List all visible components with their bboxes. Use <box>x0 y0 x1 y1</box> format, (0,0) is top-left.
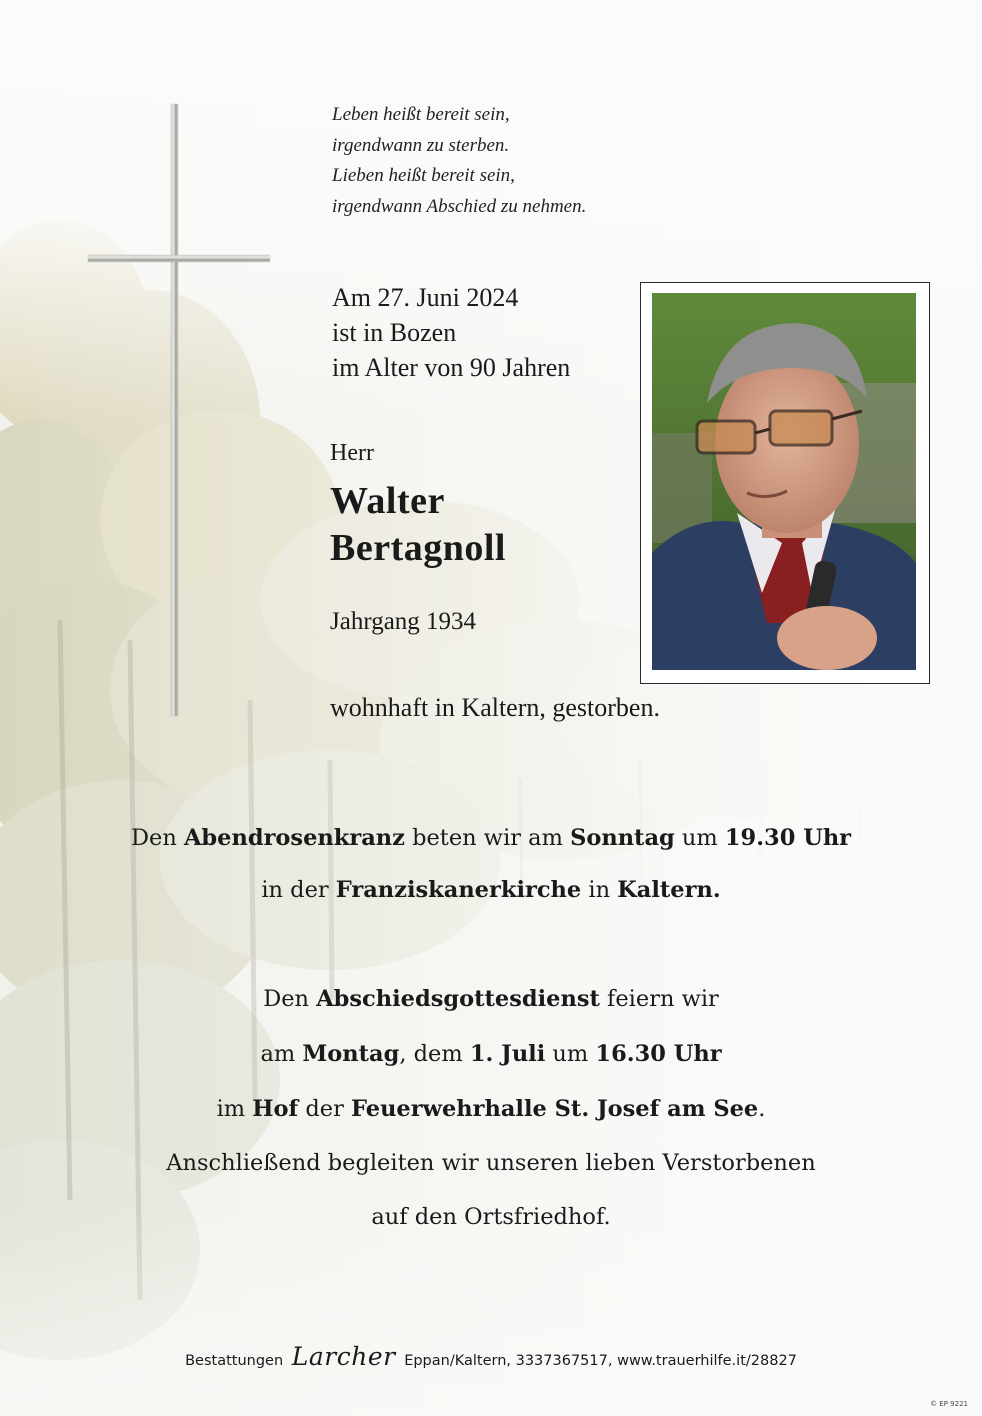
text: Den <box>130 825 184 851</box>
funeral-yard: Hof <box>252 1096 299 1122</box>
text: um <box>674 825 725 851</box>
rosary-church: Franziskanerkirche <box>335 877 582 903</box>
print-code: © EP 9221 <box>930 1400 968 1408</box>
text: im <box>216 1096 253 1122</box>
rosary-day: Sonntag <box>570 825 675 851</box>
rosary-town: Kaltern. <box>617 877 721 903</box>
rosary-term: Abendrosenkranz <box>183 825 405 851</box>
text: . <box>758 1096 766 1122</box>
text: Den <box>263 986 317 1012</box>
portrait-photo <box>652 293 916 670</box>
text: in der <box>261 877 336 903</box>
funeral-home-footer <box>0 1342 982 1371</box>
funeral-line-3 <box>0 1096 982 1122</box>
funeral-line-5: auf den Ortsfriedhof. <box>371 1204 611 1230</box>
text: in <box>581 877 618 903</box>
text: feiern wir <box>599 986 719 1012</box>
text: , dem <box>399 1041 470 1067</box>
death-date-line: Am 27. Juni 2024 <box>332 283 519 312</box>
death-notice-intro <box>332 280 570 385</box>
poem-line: irgendwann zu sterben. <box>332 134 510 156</box>
last-name: Bertagnoll <box>330 527 506 569</box>
death-place-line: ist in Bozen <box>332 318 457 347</box>
funeral-line-4: Anschließend begleiten wir unseren lieben Verstorbenen <box>166 1150 816 1176</box>
cross-vertical-beam <box>171 104 178 716</box>
first-name: Walter <box>330 480 445 522</box>
funeral-line-1 <box>0 986 982 1012</box>
footer-details: Eppan/Kaltern, 3337367517, www.trauerhilfe.it/28827 <box>404 1353 797 1369</box>
funeral-announcement <box>0 986 982 1246</box>
deceased-name <box>330 478 506 572</box>
funeral-line-2 <box>0 1041 982 1067</box>
residence-line: wohnhaft in Kaltern, gestorben. <box>330 693 660 722</box>
text: um <box>545 1041 596 1067</box>
rosary-line-1 <box>0 825 982 851</box>
poem-line: Lieben heißt bereit sein, <box>332 165 515 186</box>
poem <box>332 100 586 222</box>
poem-line: irgendwann Abschied zu nehmen. <box>332 195 587 217</box>
funeral-day: Montag <box>302 1041 400 1067</box>
funeral-service: Abschiedsgottesdienst <box>316 986 600 1012</box>
birth-year: Jahrgang 1934 <box>330 608 477 635</box>
funeral-time: 16.30 Uhr <box>595 1041 722 1067</box>
text: beten wir am <box>404 825 571 851</box>
rosary-line-2 <box>0 877 982 903</box>
funeral-home-logo: Larcher <box>291 1342 396 1371</box>
text: am <box>260 1041 303 1067</box>
salutation: Herr <box>330 440 374 466</box>
cross-horizontal-beam <box>88 255 270 262</box>
portrait-frame <box>640 282 930 684</box>
rosary-time: 19.30 Uhr <box>724 825 852 851</box>
funeral-venue: Feuerwehrhalle St. Josef am See <box>351 1096 759 1122</box>
text: der <box>298 1096 352 1122</box>
funeral-date: 1. Juli <box>469 1041 546 1067</box>
poem-line: Leben heißt bereit sein, <box>332 104 510 125</box>
age-line: im Alter von 90 Jahren <box>332 353 571 382</box>
footer-prefix: Bestattungen <box>185 1353 284 1369</box>
rosary-announcement <box>0 825 982 915</box>
